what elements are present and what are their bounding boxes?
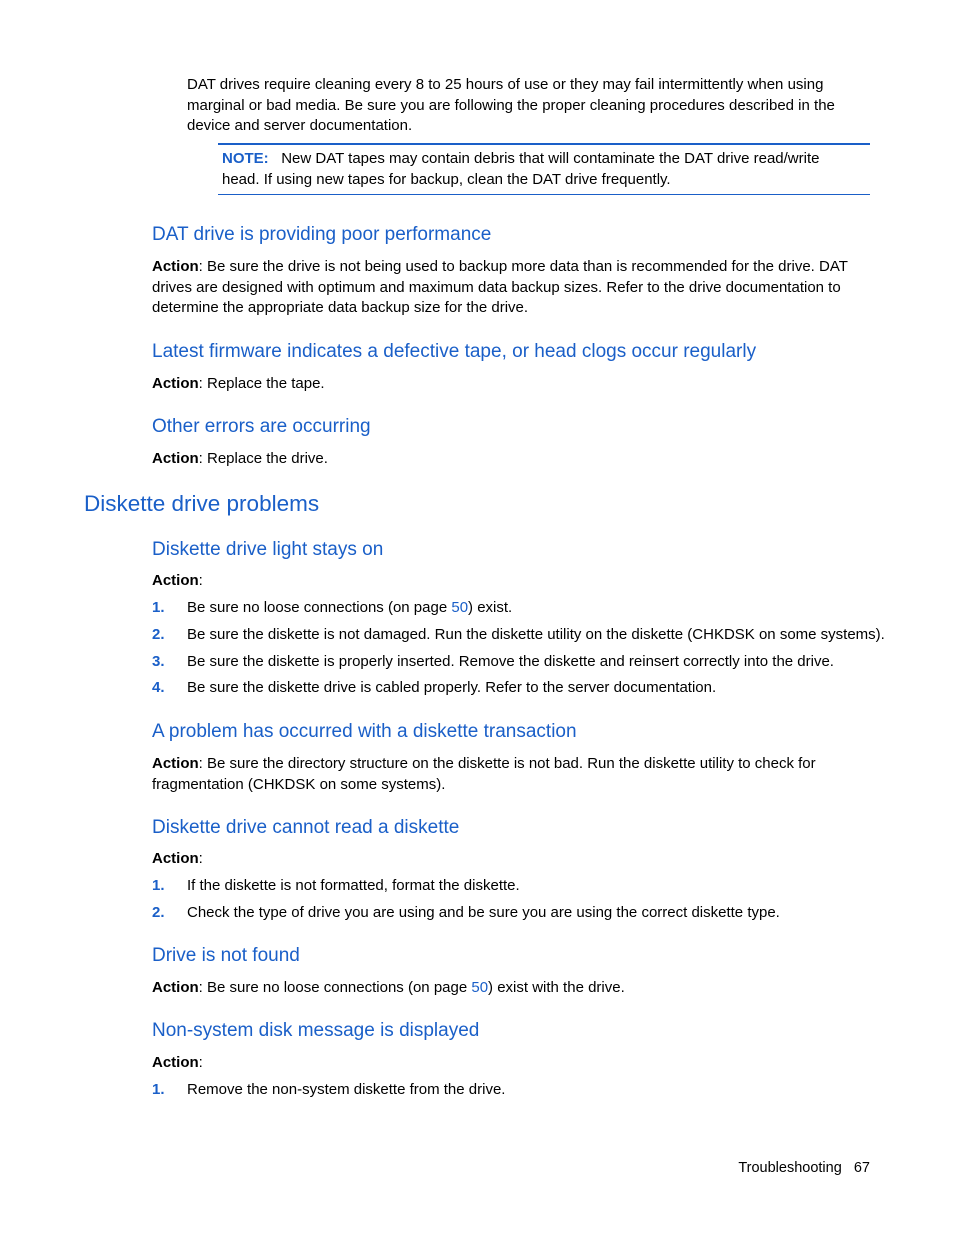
section-heading: A problem has occurred with a diskette transaction (152, 721, 577, 742)
list-text: Be sure the diskette drive is cabled properly. Refer to the server documentation. (187, 679, 717, 696)
footer-section: Troubleshooting (738, 1160, 842, 1176)
action-colon: : (198, 572, 203, 589)
intro-line: device and server documentation. (187, 117, 413, 134)
action-paragraph (152, 849, 203, 870)
list-number: 4. (152, 679, 165, 696)
list-number: 1. (152, 1081, 165, 1098)
action-paragraph (152, 571, 203, 592)
action-text: : Be sure the drive is not being used to backup more data than is recommended for the drive. DAT (198, 258, 848, 275)
list-number: 3. (152, 653, 165, 670)
list-text: Be sure the diskette is properly inserted. Remove the diskette and reinsert correctly into the drive. (187, 653, 834, 670)
list-text: If the diskette is not formatted, format the diskette. (187, 877, 520, 894)
action-label: Action (152, 979, 199, 996)
intro-line: marginal or bad media. Be sure you are following the proper cleaning procedures described in the (187, 96, 835, 114)
action-text: drives are designed with optimum and maximum data backup sizes. Refer to the drive documentation to (152, 278, 841, 296)
list-text: Check the type of drive you are using and be sure you are using the correct diskette type. (187, 904, 780, 921)
list-number: 1. (152, 877, 165, 894)
list-text: ) exist. (468, 599, 513, 616)
list-text: Be sure the diskette is not damaged. Run the diskette utility on the diskette (CHKDSK on some systems). (187, 626, 885, 643)
action-text: ) exist with the drive. (488, 979, 625, 996)
action-paragraph (152, 449, 328, 470)
section-heading: Diskette drive light stays on (152, 539, 384, 560)
action-text: : Be sure no loose connections (on page (198, 979, 472, 996)
action-text: : Replace the tape. (198, 375, 325, 392)
section-heading: Other errors are occurring (152, 416, 371, 437)
action-text: determine the appropriate data backup size for the drive. (152, 299, 529, 316)
list-text: Be sure no loose connections (on page (187, 599, 452, 616)
action-colon: : (198, 850, 203, 867)
note-label: NOTE: (222, 150, 269, 167)
list-number: 2. (152, 626, 165, 643)
action-label: Action (152, 755, 199, 772)
action-paragraph (152, 374, 325, 395)
page-footer (738, 1158, 870, 1178)
action-paragraph (152, 754, 872, 795)
list-text: Remove the non-system diskette from the drive. (187, 1081, 506, 1098)
action-text: : Replace the drive. (198, 450, 328, 467)
action-paragraph (152, 1053, 203, 1074)
intro-paragraph (187, 75, 877, 137)
section-heading: DAT drive is providing poor performance (152, 224, 492, 245)
section-heading: Non-system disk message is displayed (152, 1020, 480, 1041)
note-text: New DAT tapes may contain debris that will contaminate the DAT drive read/write (281, 150, 820, 167)
action-colon: : (198, 1054, 203, 1071)
note-box (218, 143, 870, 195)
action-label: Action (152, 1054, 199, 1071)
action-label: Action (152, 375, 199, 392)
list-number: 2. (152, 904, 165, 921)
section-heading: Drive is not found (152, 945, 300, 966)
action-label: Action (152, 258, 199, 275)
section-heading: Diskette drive cannot read a diskette (152, 817, 460, 838)
intro-line: DAT drives require cleaning every 8 to 25 hours of use or they may fail intermittently when using (187, 76, 824, 93)
list-number: 1. (152, 599, 165, 616)
action-label: Action (152, 572, 199, 589)
action-label: Action (152, 450, 199, 467)
action-text: : Be sure the directory structure on the diskette is not bad. Run the diskette utility to check for (198, 755, 816, 772)
page-link[interactable]: 50 (451, 599, 469, 616)
page-link[interactable]: 50 (471, 979, 489, 996)
action-label: Action (152, 850, 199, 867)
section-heading: Latest firmware indicates a defective tape, or head clogs occur regularly (152, 341, 757, 362)
action-paragraph (152, 257, 872, 319)
action-paragraph (152, 978, 625, 999)
action-text: fragmentation (CHKDSK on some systems). (152, 775, 446, 793)
chapter-heading: Diskette drive problems (84, 491, 320, 516)
page-number: 67 (853, 1160, 870, 1176)
note-text: head. If using new tapes for backup, clean the DAT drive frequently. (222, 170, 671, 188)
